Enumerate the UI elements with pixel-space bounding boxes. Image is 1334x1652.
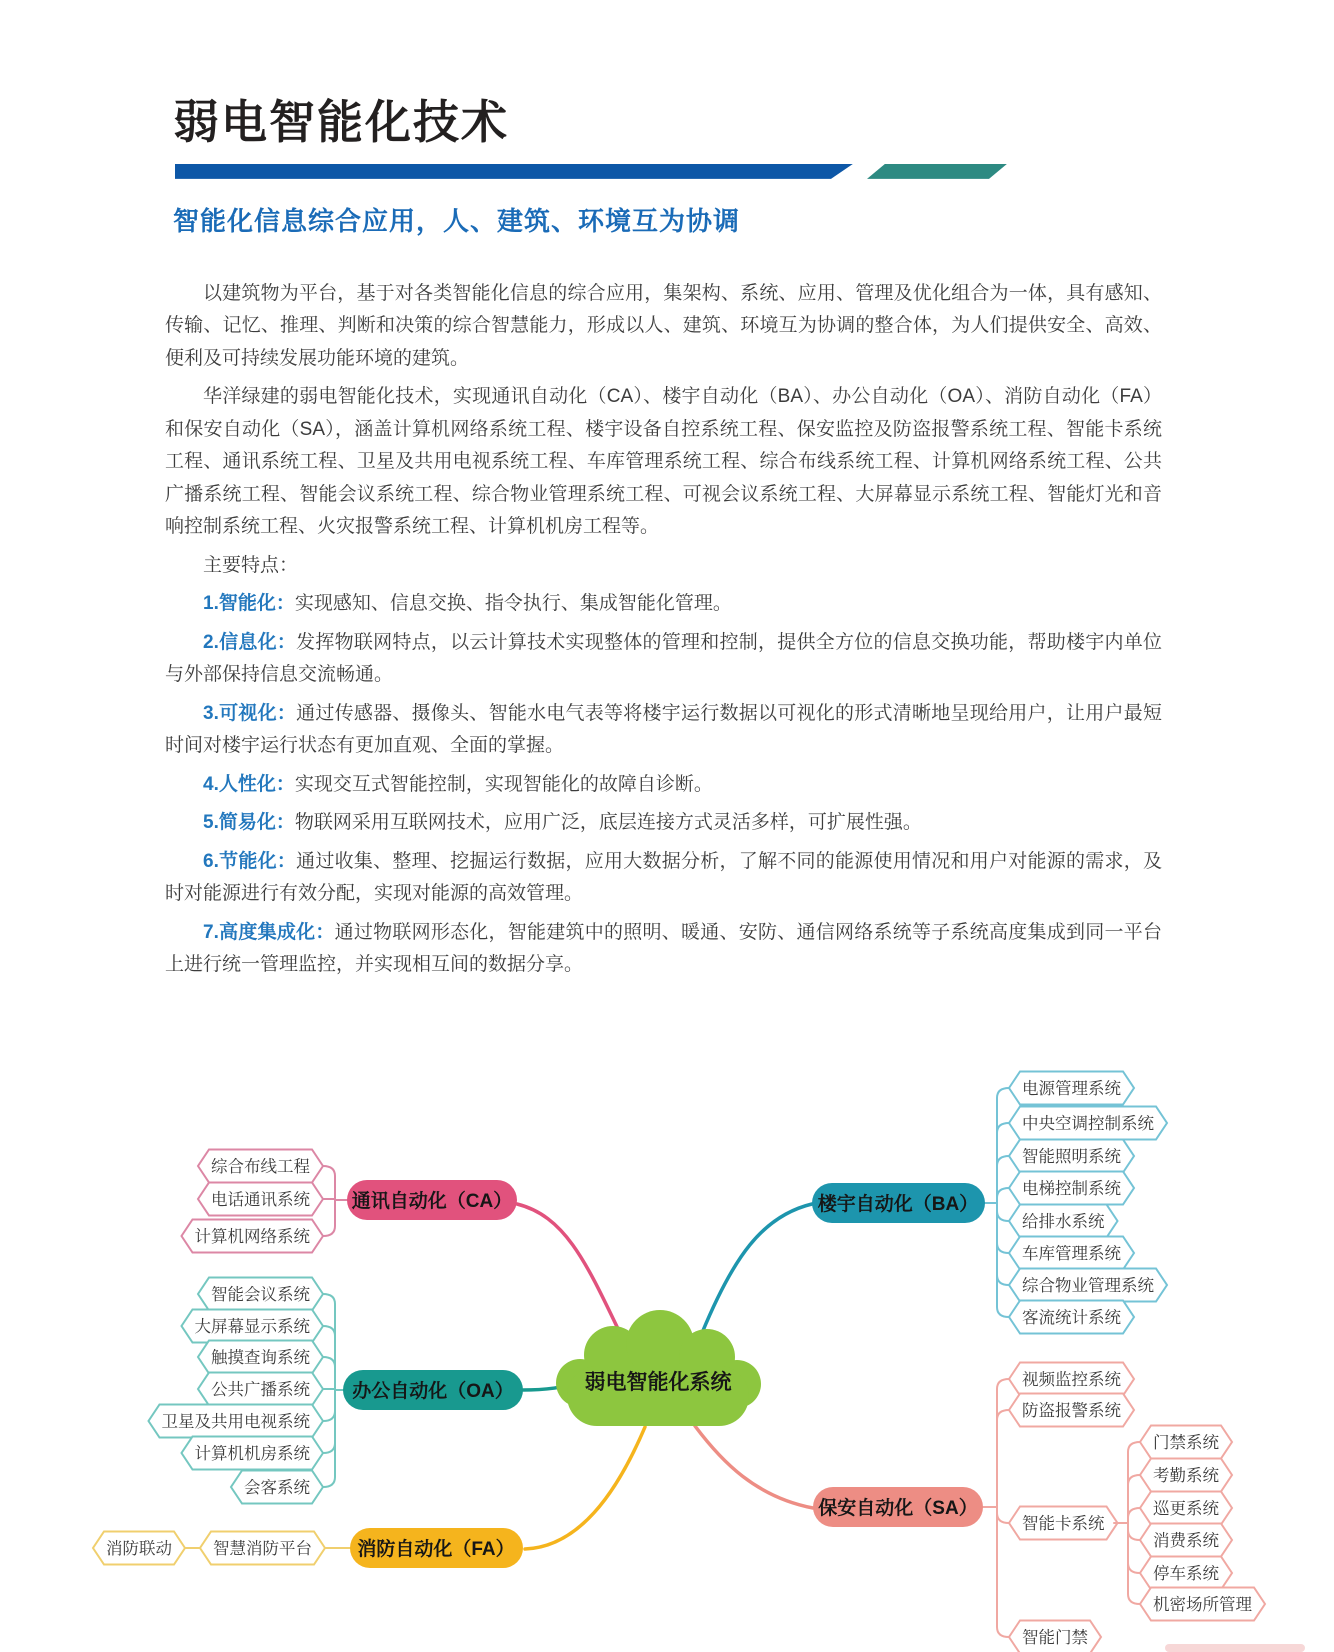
mindmap-leaf	[1009, 1507, 1118, 1540]
svg-text:智能门禁: 智能门禁	[1022, 1629, 1088, 1647]
svg-text:保安自动化（SA）: 保安自动化（SA）	[818, 1498, 978, 1519]
svg-text:智能卡系统: 智能卡系统	[1022, 1515, 1105, 1533]
svg-text:消防联动: 消防联动	[106, 1540, 172, 1558]
svg-text:考勤系统: 考勤系统	[1153, 1467, 1219, 1485]
curve-ca	[517, 1204, 620, 1333]
mindmap-leaf	[1009, 1301, 1134, 1334]
center-node-cloud	[556, 1310, 761, 1426]
mindmap-leaf	[1009, 1621, 1101, 1652]
svg-text:综合物业管理系统: 综合物业管理系统	[1022, 1277, 1154, 1295]
branch-sa-smartcard	[1114, 1426, 1265, 1621]
mindmap-leaf	[1009, 1363, 1134, 1396]
svg-text:消费系统: 消费系统	[1153, 1532, 1219, 1550]
curve-fa	[525, 1427, 645, 1549]
svg-text:电话通讯系统: 电话通讯系统	[211, 1191, 310, 1209]
svg-text:计算机机房系统: 计算机机房系统	[194, 1445, 310, 1463]
branch-fa	[93, 1532, 352, 1565]
svg-text:大屏幕显示系统: 大屏幕显示系统	[194, 1318, 310, 1336]
page-title: 弱电智能化技术	[173, 96, 509, 148]
svg-text:智能会议系统: 智能会议系统	[211, 1286, 310, 1304]
branch-connector	[323, 1166, 347, 1236]
branch-node-ba	[812, 1183, 985, 1223]
mindmap-leaf	[149, 1405, 324, 1438]
features-heading: 主要特点：	[203, 554, 299, 576]
mindmap-leaf	[1140, 1557, 1232, 1590]
mindmap-leaf	[198, 1150, 323, 1183]
branch-sa	[983, 1363, 1134, 1652]
svg-text:智慧消防平台: 智慧消防平台	[213, 1540, 312, 1558]
watermark-fragment	[1165, 1644, 1305, 1652]
mindmap-leaf	[198, 1278, 323, 1311]
mindmap-leaf	[1009, 1269, 1167, 1302]
mindmap-leaf	[231, 1471, 323, 1504]
feature-label: 6.节能化：	[203, 850, 297, 872]
svg-text:电源管理系统: 电源管理系统	[1022, 1080, 1121, 1098]
svg-text:机密场所管理: 机密场所管理	[1153, 1596, 1252, 1614]
branch-connector	[323, 1294, 343, 1487]
mindmap-leaf	[1009, 1140, 1134, 1173]
svg-text:客流统计系统: 客流统计系统	[1022, 1309, 1121, 1327]
svg-text:停车系统: 停车系统	[1153, 1565, 1219, 1583]
feature-text: 实现交互式智能控制，实现智能化的故障自诊断。	[294, 773, 713, 795]
branch-node-fa	[350, 1528, 523, 1568]
mindmap-leaf	[182, 1437, 324, 1470]
mindmap-leaf	[1140, 1426, 1232, 1459]
svg-text:综合布线工程: 综合布线工程	[211, 1158, 310, 1176]
svg-text:触摸查询系统: 触摸查询系统	[211, 1349, 310, 1367]
svg-text:给排水系统: 给排水系统	[1022, 1213, 1105, 1231]
feature-text: 发挥物联网特点，以云计算技术实现整体的管理和控制，提供全方位的信息交换功能，帮助楼宇内单位与外部保持信息交流畅通。	[165, 631, 1162, 686]
svg-text:办公自动化（OA）: 办公自动化（OA）	[352, 1381, 514, 1402]
mindmap-leaf	[1140, 1492, 1232, 1525]
feature-label: 3.可视化：	[203, 702, 297, 724]
feature-text: 通过收集、整理、挖掘运行数据，应用大数据分析，了解不同的能源使用情况和用户对能源的需求，及时对能源进行有效分配，实现对能源的高效管理。	[165, 850, 1162, 905]
svg-text:门禁系统: 门禁系统	[1153, 1434, 1219, 1452]
branch-ca	[182, 1150, 348, 1253]
feature-text: 通过物联网形态化，智能建筑中的照明、暖通、安防、通信网络系统等子系统高度集成到同一平台上进行统一管理监控，并实现相互间的数据分享。	[165, 921, 1162, 976]
feature-label: 7.高度集成化：	[203, 921, 335, 943]
mindmap-leaf	[1009, 1107, 1167, 1140]
svg-text:车库管理系统: 车库管理系统	[1022, 1245, 1121, 1263]
branch-oa	[149, 1278, 344, 1504]
svg-text:楼宇自动化（BA）: 楼宇自动化（BA）	[817, 1194, 979, 1215]
mindmap-leaf	[1140, 1588, 1265, 1621]
feature-label: 1.智能化：	[203, 593, 295, 615]
svg-text:会客系统: 会客系统	[244, 1479, 310, 1497]
mindmap-leaf	[1009, 1237, 1134, 1270]
mindmap-leaf	[200, 1532, 325, 1565]
mindmap-leaf	[1009, 1072, 1134, 1105]
svg-text:计算机网络系统: 计算机网络系统	[194, 1228, 310, 1246]
center-node-label: 弱电智能化系统	[584, 1371, 732, 1394]
mindmap-leaf	[1009, 1205, 1118, 1238]
curve-sa	[695, 1426, 813, 1508]
svg-text:通讯自动化（CA）: 通讯自动化（CA）	[351, 1191, 513, 1212]
branch-connector	[985, 1088, 1009, 1317]
branch-connector	[983, 1379, 1009, 1637]
curve-ba	[702, 1204, 812, 1333]
feature-text: 物联网采用互联网技术，应用广泛，底层连接方式灵活多样，可扩展性强。	[294, 812, 922, 834]
svg-text:电梯控制系统: 电梯控制系统	[1022, 1180, 1121, 1198]
svg-text:防盗报警系统: 防盗报警系统	[1022, 1402, 1121, 1420]
mindmap-leaf	[198, 1183, 323, 1216]
svg-text:巡更系统: 巡更系统	[1153, 1500, 1219, 1518]
mindmap-leaf	[1140, 1459, 1232, 1492]
page-subtitle: 智能化信息综合应用，人、建筑、环境互为协调	[173, 205, 741, 236]
mindmap-leaf	[1009, 1394, 1134, 1427]
branch-ba	[985, 1072, 1167, 1334]
mindmap-leaf	[182, 1310, 324, 1343]
svg-text:中央空调控制系统: 中央空调控制系统	[1022, 1115, 1154, 1133]
branch-node-oa	[343, 1370, 523, 1410]
mindmap-leaf	[1140, 1524, 1232, 1557]
mindmap-leaf	[1009, 1172, 1134, 1205]
svg-text:视频监控系统: 视频监控系统	[1022, 1371, 1121, 1389]
feature-text: 通过传感器、摄像头、智能水电气表等将楼宇运行数据以可视化的形式清晰地呈现给用户，让用户最短时间对楼宇运行状态有更加直观、全面的掌握。	[165, 702, 1162, 757]
feature-label: 5.简易化：	[203, 812, 295, 834]
mindmap-leaf	[198, 1341, 323, 1374]
svg-text:智能照明系统: 智能照明系统	[1022, 1148, 1121, 1166]
mindmap-leaf	[93, 1532, 185, 1565]
feature-label: 4.人性化：	[203, 773, 295, 795]
svg-text:消防自动化（FA）: 消防自动化（FA）	[357, 1539, 515, 1560]
feature-text: 实现感知、信息交换、指令执行、集成智能化管理。	[294, 593, 732, 615]
svg-text:公共广播系统: 公共广播系统	[211, 1381, 310, 1399]
svg-text:卫星及共用电视系统: 卫星及共用电视系统	[161, 1413, 310, 1431]
paragraph-systems: 华洋绿建的弱电智能化技术，实现通讯自动化（CA）、楼宇自动化（BA）、办公自动化（OA）、消防自动化（FA）和保安自动化（SA），涵盖计算机网络系统工程、楼宇设备自控系统工程、保安监控及防盗报警系统工程、智能卡系统工程、通讯系统工程、卫星及共用电视系统工程、车库管理系统工程、综合布线系统工程、计算机网络系统工程、公共广播系统工程、智能会议系统工程、综合物业管理系统工程、可视会议系统工程、大屏幕显示系统工程、智能灯光和音响控制系统工程、火灾报警系统工程、计算机机房工程等。	[165, 386, 1162, 538]
branch-node-sa	[813, 1487, 983, 1527]
mindmap-leaf	[198, 1373, 323, 1406]
branch-connector	[1114, 1442, 1140, 1604]
mindmap-leaf	[182, 1220, 324, 1253]
paragraph-intro: 以建筑物为平台，基于对各类智能化信息的综合应用，集架构、系统、应用、管理及优化组合为一体，具有感知、传输、记忆、推理、判断和决策的综合智慧能力，形成以人、建筑、环境互为协调的整合体，为人们提供安全、高效、便利及可持续发展功能环境的建筑。	[165, 282, 1162, 369]
branch-node-ca	[347, 1180, 517, 1220]
feature-label: 2.信息化：	[203, 631, 297, 653]
